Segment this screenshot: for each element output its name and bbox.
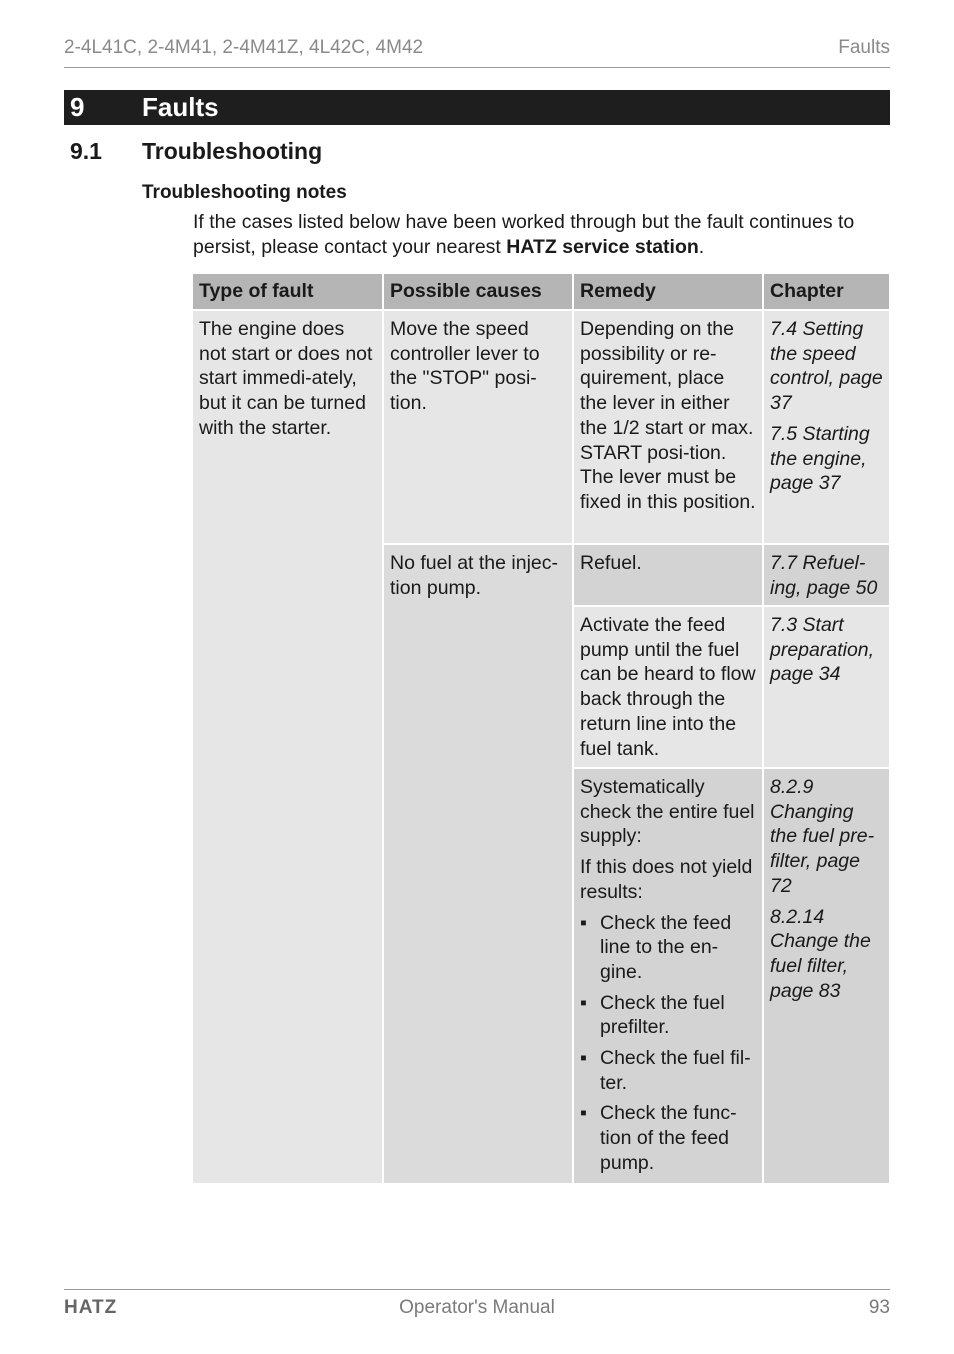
section-number: 9.1	[70, 138, 102, 164]
chapter-cell-3: 7.3 Start preparation, page 34	[764, 607, 889, 767]
remedy-cell-4	[574, 769, 762, 1183]
remedy-cell-1: Depending on the possibility or re-quirement, place the lever in either the 1/2 start or max. START posi-tion. The lever must be fixed in this position.	[574, 311, 762, 543]
chapter-title: Faults	[142, 92, 219, 122]
footer-manual-title: Operator's Manual	[399, 1297, 555, 1318]
notes-paragraph	[193, 210, 893, 260]
checklist-item	[580, 1101, 756, 1175]
header-divider	[64, 67, 890, 68]
checklist-item-text: Check the fuel prefilter.	[600, 991, 725, 1039]
bullet-icon: ▪	[580, 991, 587, 1014]
checklist-item-text: Check the fuel fil-ter.	[600, 1047, 751, 1094]
remedy-cell-2: Refuel.	[574, 545, 762, 605]
checklist-item	[580, 1046, 756, 1095]
header-section: Faults	[838, 37, 890, 58]
cause-cell-2: No fuel at the injec-tion pump.	[384, 545, 572, 1183]
chapter-ref-1a: 7.4 Setting the speed control, page 37	[770, 318, 883, 415]
cause-cell-1: Move the speed controller lever to the "STOP" posi-tion.	[384, 311, 572, 543]
notes-text-bold: HATZ service station	[506, 236, 699, 258]
remedy-4-condition: If this does not yield results:	[580, 856, 753, 903]
footer-page-number: 93	[868, 1297, 890, 1318]
remedy-4-intro: Systematically check the entire fuel supply:	[580, 776, 755, 848]
chapter-cell-4	[764, 769, 889, 1183]
section-title: Troubleshooting	[142, 138, 323, 164]
bullet-icon: ▪	[580, 1047, 587, 1070]
notes-heading: Troubleshooting notes	[142, 182, 347, 203]
footer-brand-logo: HATZ	[64, 1297, 118, 1318]
chapter-cell-1	[764, 311, 889, 543]
chapter-number: 9	[70, 92, 85, 122]
notes-text-before: If the cases listed below have been worked through but the fault continues to persist, please contact your nearest	[193, 211, 855, 258]
checklist-item	[580, 911, 756, 985]
table-header-chapter: Chapter	[764, 274, 889, 309]
notes-text-after: .	[698, 236, 705, 258]
bullet-icon: ▪	[580, 1102, 587, 1125]
chapter-ref-1b: 7.5 Starting the engine, page 37	[770, 422, 870, 495]
table-header-remedy: Remedy	[574, 274, 762, 309]
header-models: 2-4L41C, 2-4M41, 2-4M41Z, 4L42C, 4M42	[64, 37, 424, 58]
chapter-ref-4b: 8.2.14 Change the fuel filter, page 83	[770, 905, 871, 1002]
table-header-causes: Possible causes	[384, 274, 572, 309]
chapter-cell-2: 7.7 Refuel-ing, page 50	[764, 545, 889, 605]
remedy-4-checklist	[580, 911, 756, 1176]
remedy-cell-3: Activate the feed pump until the fuel can be heard to flow back through the return line into the fuel tank.	[574, 607, 762, 767]
checklist-item-text: Check the feed line to the en-gine.	[600, 911, 732, 983]
chapter-ref-4a: 8.2.9 Changing the fuel pre-filter, page 72	[770, 776, 875, 897]
fault-cell: The engine does not start or does not start immedi-ately, but it can be turned with the starter.	[193, 311, 382, 1183]
checklist-item	[580, 991, 756, 1040]
chapter-banner	[64, 90, 890, 125]
footer-divider	[64, 1289, 890, 1290]
checklist-item-text: Check the func-tion of the feed pump.	[600, 1102, 737, 1174]
bullet-icon: ▪	[580, 911, 587, 934]
table-header-fault: Type of fault	[193, 274, 382, 309]
